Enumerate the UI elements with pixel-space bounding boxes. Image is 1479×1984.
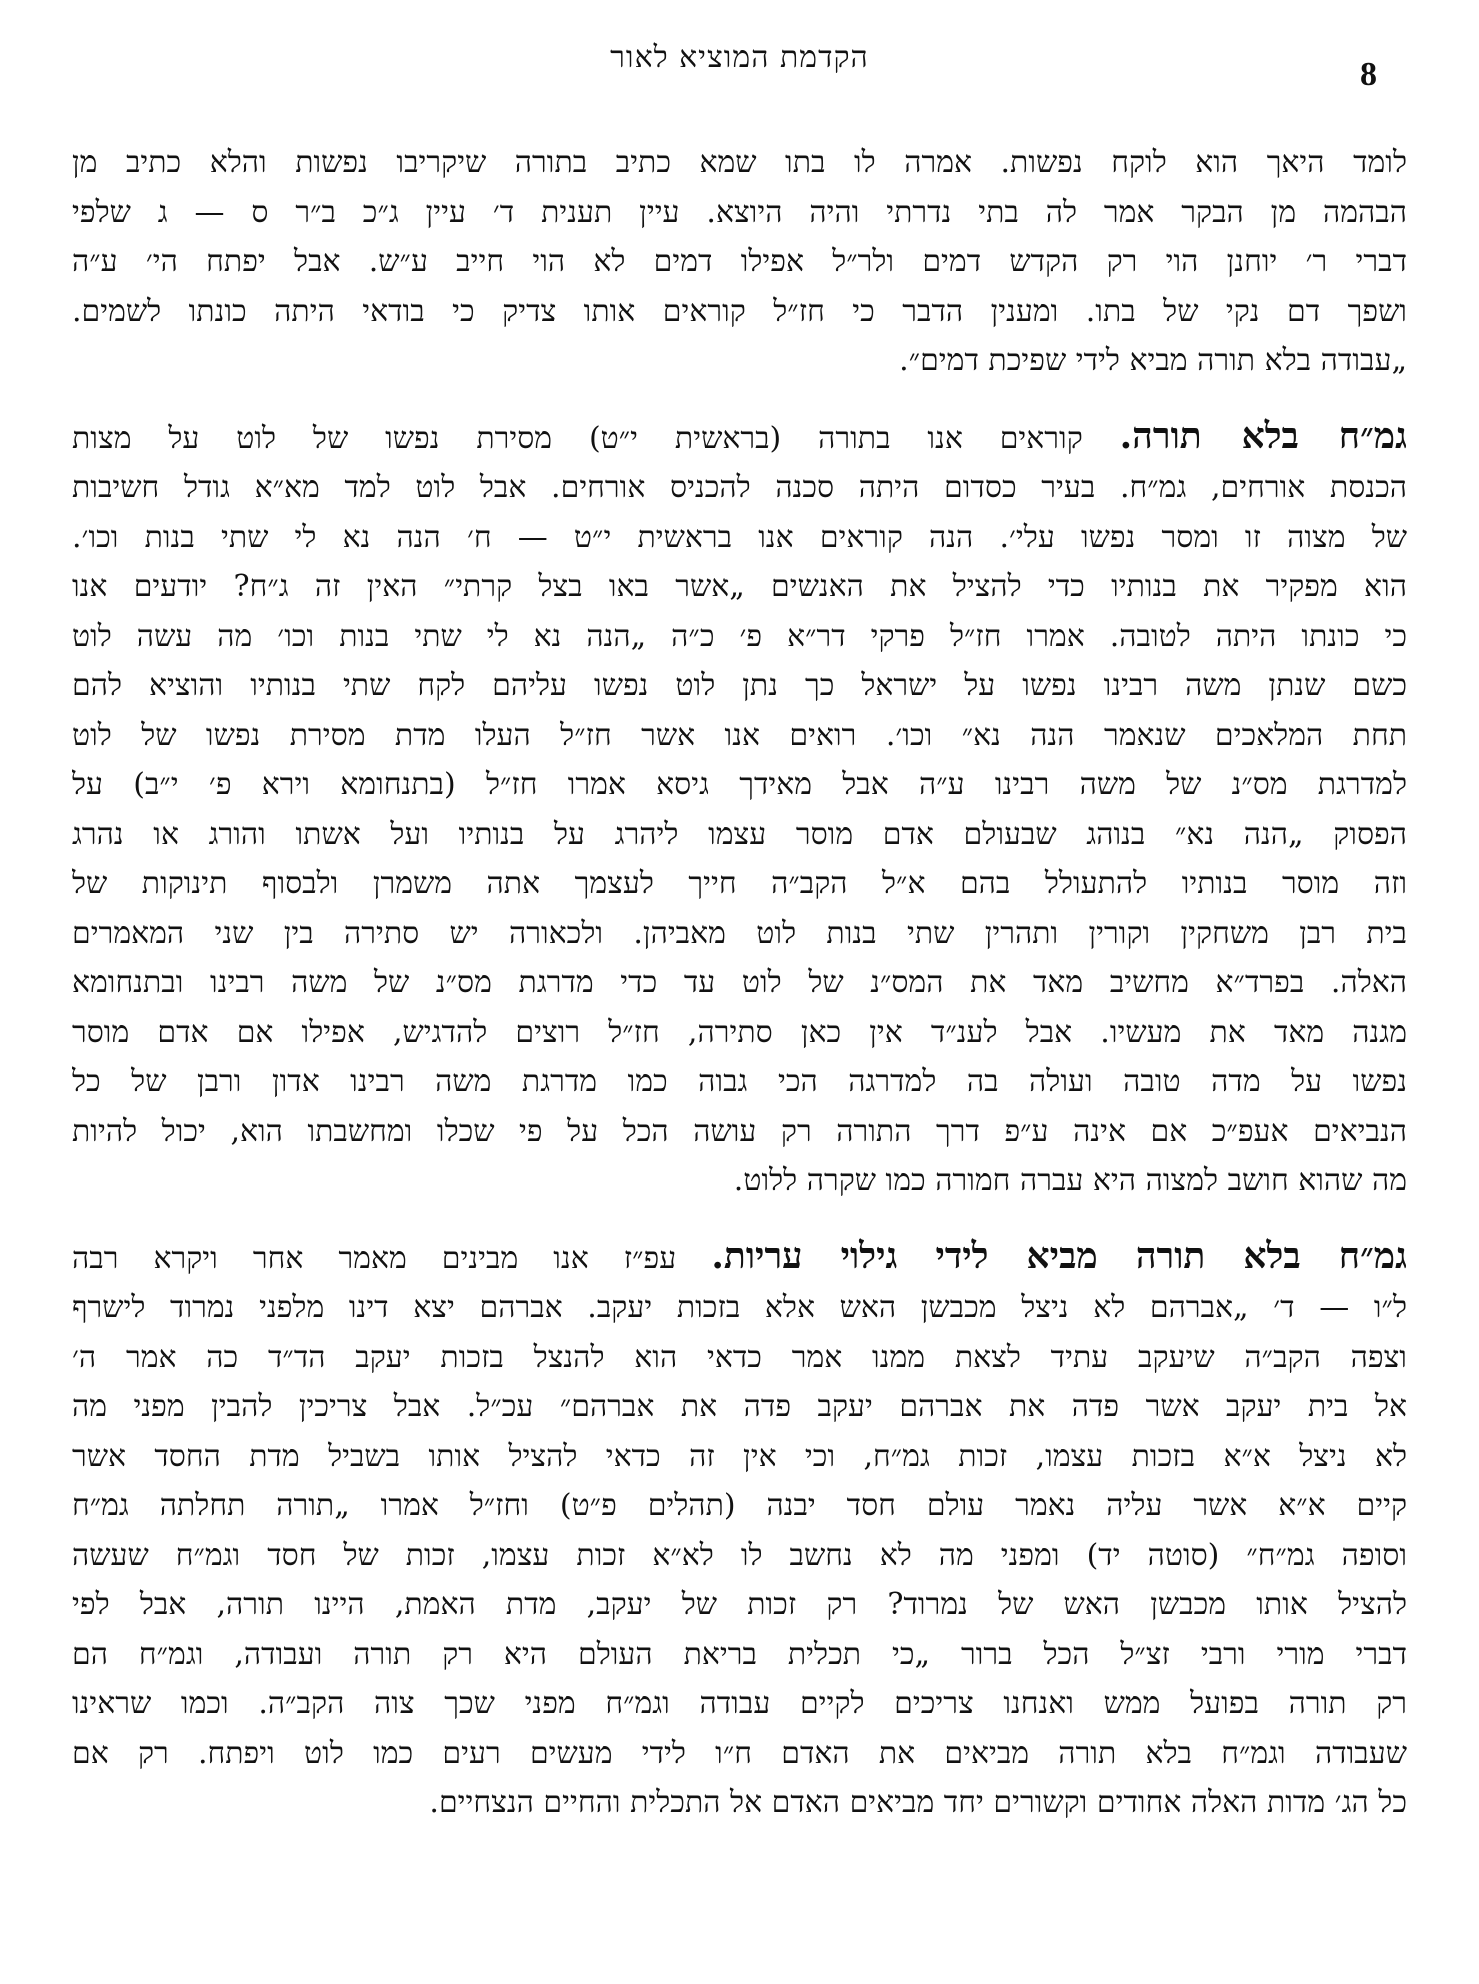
- text-line: כשם שנתן משה רבינו נפשו על ישראל כך נתן לוט נפשו עליהם לקח שתי בנותיו והוציא להם: [72, 668, 1407, 703]
- paragraph-gemach-lot: [72, 412, 1407, 1206]
- text-line: וצפה הקב״ה שיעקב עתיד לצאת ממנו אמר כדאי הוא להנצל בזכות יעקב הד״ד כה אמר ה׳: [72, 1339, 1407, 1375]
- text-line: של מצוה זו ומסר נפשו עלי׳. הנה קוראים אנו בראשית י״ט — ח׳ הנה נא לי שתי בנות וכו׳.: [72, 519, 1407, 555]
- text-line: למדרגת מס״נ של משה רבינו ע״ה אבל מאידך גיסא אמרו חז״ל (בתנחומא וירא פ׳ י״ב) על: [72, 767, 1407, 802]
- text-line: וזה מוסר בנותיו להתעולל בהם א״ל הקב״ה חייך לעצמך אתה משמרן ולבסוף תינוקות של: [72, 866, 1407, 901]
- text-line: ושפך דם נקי של בתו. ומענין הדבר כי חז״ל קוראים אותו צדיק כי בודאי היתה כונתו לשמים.: [72, 293, 1407, 329]
- text-line: לומד היאך הוא לוקח נפשות. אמרה לו בתו שמא כתיב בתורה שיקריבו נפשות והלא כתיב מן: [72, 145, 1407, 180]
- text-line: תחת המלאכים שנאמר הנה נא״ וכו׳. רואים אנו אשר חז״ל העלו מדת מסירת נפשו של לוט: [72, 717, 1407, 753]
- section-heading: גמ״ח בלא תורה מביא לידי גילוי עריות.: [711, 1234, 1407, 1277]
- page-number: 8: [1360, 56, 1377, 93]
- text-line: רק תורה בפועל ממש ואנחנו צריכים לקיים עבודה וגמ״ח מפני שכך צוה הקב״ה. וכמו שראינו: [72, 1686, 1407, 1721]
- running-title: הקדמת המוציא לאור: [610, 40, 869, 75]
- text-line: דברי ר׳ יוחנן הוי רק הקדש דמים ולר״ל אפילו דמים לא הוי חייב ע״ש. אבל יפתח הי׳ ע״ה: [72, 244, 1407, 279]
- text-line: האלה. בפרד״א מחשיב מאד את המס״נ של לוט עד כדי מדרגת מס״נ של משה רבינו ובתנחומא: [72, 965, 1407, 1000]
- text-line: וסופה גמ״ח״ (סוטה יד) ומפני מה לא נחשב לו לא״א זכות עצמו, זכות של חסד וגמ״ח שעשה: [72, 1537, 1407, 1573]
- text-line: ל״ו — ד׳ „אברהם לא ניצל מכבשן האש אלא בזכות יעקב. אברהם יצא דינו מלפני נמרוד לישרף: [72, 1290, 1407, 1325]
- text-line: קיים א״א אשר עליה נאמר עולם חסד יבנה (תהלים פ״ט) וחז״ל אמרו „תורה תחלתה גמ״ח: [72, 1488, 1407, 1523]
- text-line: מגנה מאד את מעשיו. אבל לענ״ד אין כאן סתירה, חז״ל רוצים להדגיש, אפילו אם אדם מוסר: [72, 1014, 1407, 1050]
- heading-line-rest: קוראים אנו בתורה (בראשית י״ט) מסירת נפשו של לוט על מצות: [72, 420, 1083, 456]
- text-line: הכנסת אורחים, גמ״ח. בעיר כסדום היתה סכנה להכניס אורחים. אבל לוט למד מא״א גודל חשיבות: [72, 470, 1407, 505]
- text-line: לא ניצל א״א בזכות עצמו, זכות גמ״ח, וכי אין זה כדאי להציל אותו בשביל מדת החסד אשר: [72, 1438, 1407, 1474]
- text-line: דברי מורי ורבי זצ״ל הכל ברור „כי תכלית בריאת העולם היא רק תורה ועבודה, וגמ״ח הם: [72, 1636, 1407, 1672]
- text-line: בית רבן משחקין וקורין ותהרין שתי בנות לוט מאביהן. ולכאורה יש סתירה בין שני המאמרים: [72, 915, 1407, 951]
- page-header: [80, 40, 1399, 100]
- text-line: כל הג׳ מדות האלה אחודים וקשורים יחד מביאים האדם אל התכלית והחיים הנצחיים.: [429, 1785, 1407, 1820]
- text-line: הנביאים אעפ״כ אם אינה ע״פ דרך התורה רק עושה הכל על פי שכלו ומחשבתו הוא, יכול להיות: [72, 1113, 1407, 1149]
- text-line: נפשו על מדה טובה ועולה בה למדרגה הכי גבוה כמו מדרגת משה רבינו אדון ורבן של כל: [72, 1064, 1407, 1099]
- text-line: כי כונתו היתה לטובה. אמרו חז״ל פרקי דר״א פ׳ כ״ה „הנה נא לי שתי בנות וכו׳ מה עשה לוט: [72, 618, 1407, 654]
- section-heading: גמ״ח בלא תורה.: [1119, 414, 1407, 457]
- text-line: אל בית יעקב אשר פדה את אברהם יעקב פדה את אברהם״ עכ״ל. אבל צריכין להבין מפני מה: [72, 1389, 1407, 1424]
- text-line: הפסוק „הנה נא״ בנוהג שבעולם אדם מוסר עצמו ליהרג על בנותיו ועל אשתו והורג או נהרג: [72, 816, 1407, 852]
- paragraph-yiftach: [72, 138, 1407, 386]
- text-line: מה שהוא חושב למצוה היא עברה חמורה כמו שקרה ללוט.: [733, 1163, 1407, 1198]
- text-line: „עבודה בלא תורה מביא לידי שפיכת דמים״.: [899, 343, 1407, 378]
- text-line: הבהמה מן הבקר אמר לה בתי נדרתי והיה היוצא. עיין תענית ד׳ עיין ג״כ ב״ר ס — ג שלפי: [72, 194, 1407, 230]
- text-body: [72, 138, 1407, 1854]
- heading-line: [72, 1232, 1407, 1284]
- text-line: הוא מפקיר את בנותיו כדי להציל את האנשים „אשר באו בצל קרתי״ האין זה ג״ח? יודעים אנו: [72, 569, 1407, 604]
- text-line: שעבודה וגמ״ח בלא תורה מביאים את האדם ח״ו לידי מעשים רעים כמו לוט ויפתח. רק אם: [72, 1735, 1407, 1771]
- heading-line-rest: עפ״ז אנו מבינים מאמר אחר ויקרא רבה: [72, 1240, 677, 1276]
- paragraph-gemach-arayot: [72, 1232, 1407, 1828]
- heading-line: [72, 412, 1407, 464]
- text-line: להציל אותו מכבשן האש של נמרוד? רק זכות של יעקב, מדת האמת, היינו תורה, אבל לפי: [72, 1587, 1407, 1622]
